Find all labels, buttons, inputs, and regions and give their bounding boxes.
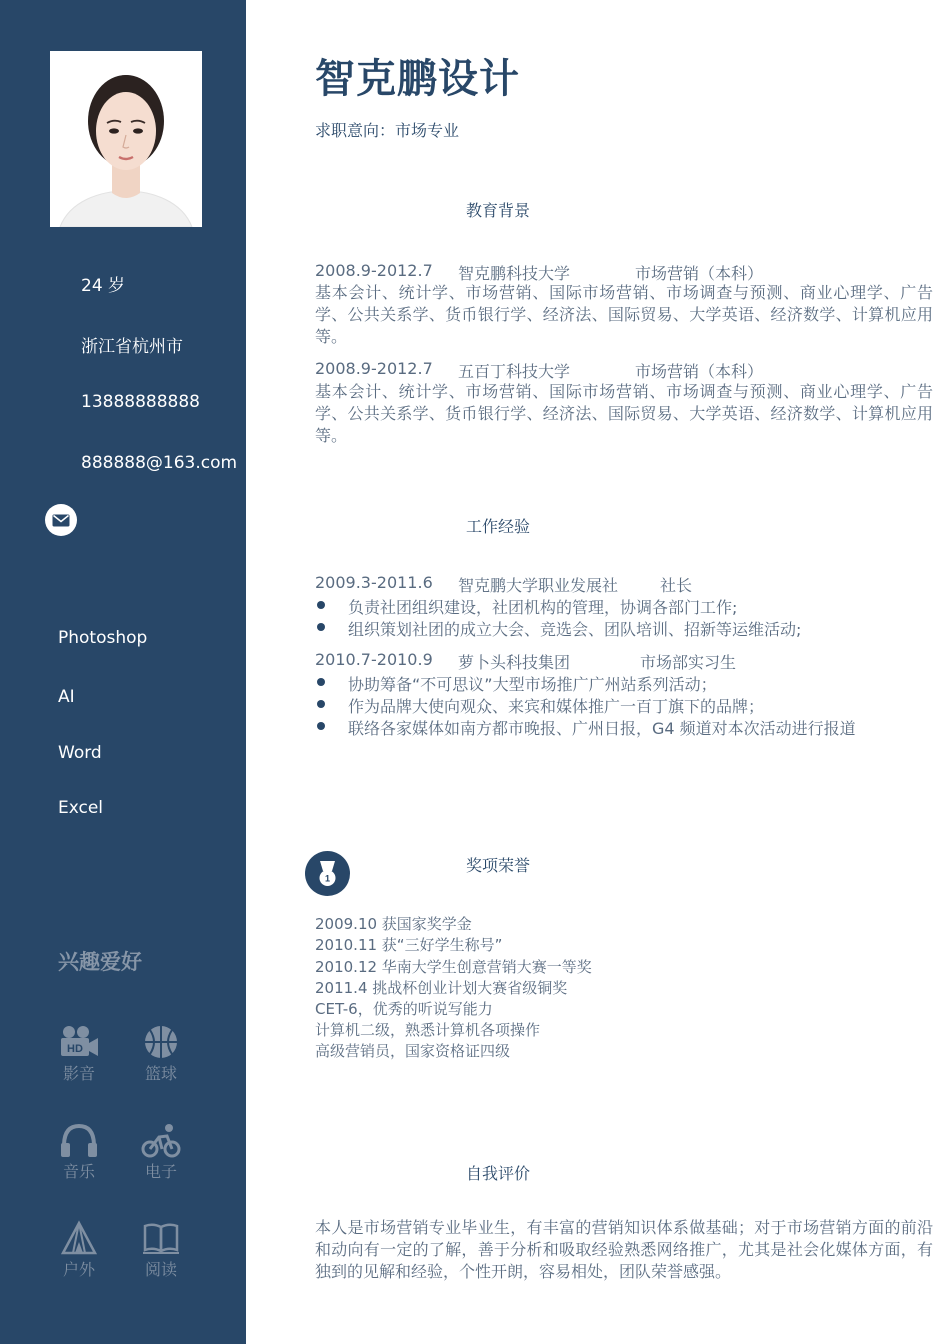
mail-icon — [45, 504, 77, 536]
hobby-label-reading: 阅读 — [144, 1260, 177, 1279]
edu-1-courses: 基本会计、统计学、市场营销、国际市场营销、市场调查与预测、商业心理学、广告学、公共关系学、货币银行学、经济法、国际贸易、大学英语、经济数学、计算机应用等。 — [315, 283, 933, 346]
hobby-label-music: 音乐 — [62, 1162, 95, 1181]
hobby-label-cycling: 电子 — [144, 1162, 177, 1181]
svg-text:HD: HD — [67, 1043, 83, 1055]
edu-2-major: 市场营销（本科） — [635, 362, 764, 381]
video-camera-icon — [59, 1024, 99, 1060]
bullet-dot — [317, 722, 325, 730]
self-eval-title: 自我评价 — [466, 1164, 531, 1183]
edu-2-courses: 基本会计、统计学、市场营销、国际市场营销、市场调查与预测、商业心理学、广告学、公共关系学、货币银行学、经济法、国际贸易、大学英语、经济数学、计算机应用等。 — [315, 382, 933, 445]
work-1-org: 智克鹏大学职业发展社 — [458, 576, 619, 595]
work-2-bullet-2: 作为品牌大使向观众、来宾和媒体推广一百丁旗下的品牌； — [348, 697, 765, 716]
work-2-bullet-1: 协助筹备“不可思议”大型市场推广广州站系列活动； — [348, 675, 717, 694]
location-text: 浙江省杭州市 — [81, 337, 183, 357]
work-2-date: 2010.7-2010.9 — [315, 650, 433, 669]
phone-text: 13888888888 — [81, 392, 200, 412]
work-2-role: 市场部实习生 — [640, 653, 737, 672]
hobby-outdoor — [49, 1220, 109, 1280]
skill-word: Word — [58, 743, 102, 763]
award-item: 2010.12 华南大学生创意营销大赛一等奖 — [315, 958, 592, 976]
edu-2-school: 五百丁科技大学 — [458, 362, 571, 381]
work-2-org: 萝卜头科技集团 — [458, 653, 571, 672]
email-text: 888888@163.com — [81, 453, 238, 473]
self-eval-text: 本人是市场营销专业毕业生，有丰富的营销知识体系做基础；对于市场营销方面的前沿和动向有一定的了解，善于分析和吸取经验熟悉网络推广，尤其是社会化媒体方面，有独到的见解和经验，个性开朗，容易相处，团队荣誉感强。 — [315, 1218, 933, 1281]
svg-text:1: 1 — [324, 873, 331, 884]
age-text: 24 岁 — [81, 276, 126, 296]
award-item: CET-6，优秀的听说写能力 — [315, 1000, 493, 1018]
education-title: 教育背景 — [466, 201, 531, 220]
bullet-dot — [317, 623, 325, 631]
edu-1-school: 智克鹏科技大学 — [458, 264, 571, 283]
hobby-music — [49, 1122, 109, 1182]
profile-photo — [50, 51, 202, 227]
basketball-icon — [143, 1024, 179, 1060]
work-title: 工作经验 — [466, 517, 531, 536]
edu-1-header — [315, 261, 433, 280]
work-1-role: 社长 — [660, 576, 693, 595]
hobby-label-video: 影音 — [62, 1064, 95, 1083]
edu-1-date: 2008.9-2012.7 — [315, 261, 433, 280]
book-icon — [141, 1220, 181, 1256]
headphones-icon — [59, 1122, 99, 1158]
job-intent: 求职意向：市场专业 — [315, 121, 460, 140]
award-item: 计算机二级，熟悉计算机各项操作 — [315, 1021, 541, 1039]
awards-title: 奖项荣誉 — [466, 856, 531, 875]
edu-2-date: 2008.9-2012.7 — [315, 359, 433, 378]
work-1-bullet-1: 负责社团组织建设，社团机构的管理，协调各部门工作; — [348, 598, 738, 617]
hobby-reading — [131, 1220, 191, 1280]
award-item: 2010.11 获“三好学生称号” — [315, 936, 503, 954]
work-1-bullet-2: 组织策划社团的成立大会、竞选会、团队培训、招新等运维活动; — [348, 620, 802, 639]
skill-ai: AI — [58, 687, 75, 707]
resume-name: 智克鹏设计 — [315, 56, 520, 102]
hobbies-title: 兴趣爱好 — [58, 950, 142, 974]
cyclist-icon — [141, 1122, 181, 1158]
award-item: 高级营销员，国家资格证四级 — [315, 1042, 511, 1060]
bullet-dot — [317, 700, 325, 708]
work-2-bullet-3: 联络各家媒体如南方都市晚报、广州日报，G4 频道对本次活动进行报道 — [348, 719, 856, 738]
work-1-date: 2009.3-2011.6 — [315, 573, 433, 592]
sidebar — [0, 0, 246, 1344]
hobby-label-basketball: 篮球 — [144, 1064, 177, 1083]
edu-1-major: 市场营销（本科） — [635, 264, 764, 283]
medal-icon — [305, 851, 350, 896]
skill-excel: Excel — [58, 798, 104, 818]
award-item: 2011.4 挑战杯创业计划大赛省级铜奖 — [315, 979, 568, 997]
skill-photoshop: Photoshop — [58, 628, 148, 648]
bullet-dot — [317, 678, 325, 686]
hobby-cycling — [131, 1122, 191, 1182]
hobby-label-outdoor: 户外 — [62, 1260, 95, 1279]
bullet-dot — [317, 601, 325, 609]
hobby-basketball — [131, 1024, 191, 1084]
hobby-video — [49, 1024, 109, 1084]
tent-icon — [59, 1220, 99, 1256]
award-item: 2009.10 获国家奖学金 — [315, 915, 472, 933]
